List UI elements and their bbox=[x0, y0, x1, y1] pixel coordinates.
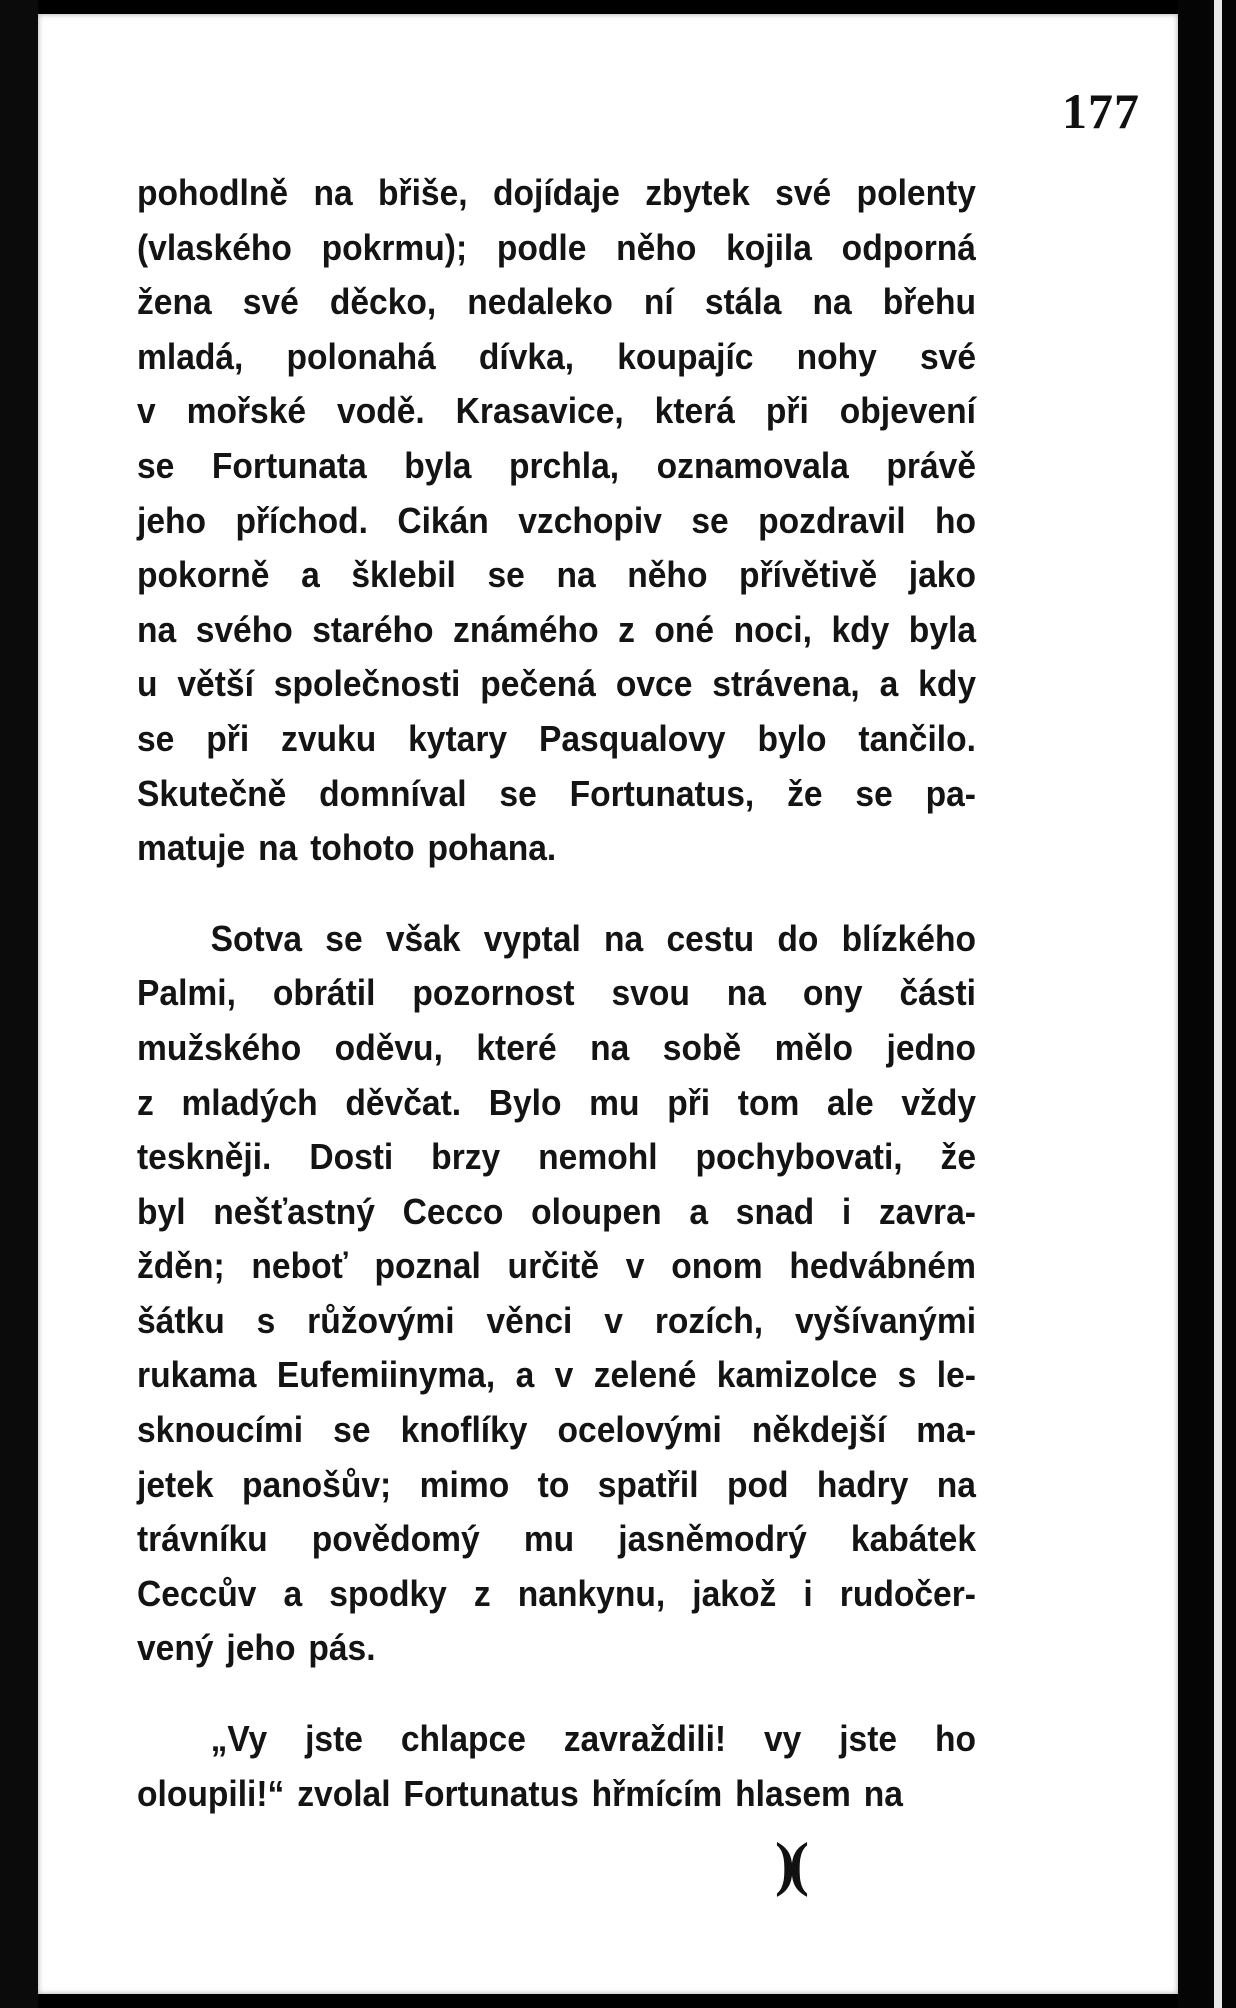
text-line: „Vy jste chlapce zavraždili! vy jste ho bbox=[210, 1718, 976, 1760]
text-line: žena své děcko, nedaleko ní stála na břehu bbox=[137, 281, 976, 323]
signature-mark: )( bbox=[775, 1831, 803, 1897]
scan-left-border bbox=[0, 0, 38, 2008]
text-line: jeho příchod. Cikán vzchopiv se pozdravil ho bbox=[137, 499, 976, 541]
text-line: pokorně a šklebil se na něho přívětivě jako bbox=[137, 554, 976, 596]
text-line: jetek panošův; mimo to spatřil pod hadry na bbox=[137, 1463, 976, 1505]
text-line: na svého starého známého z oné noci, kdy byla bbox=[137, 608, 977, 650]
body-text bbox=[137, 166, 976, 1821]
text-line: Palmi, obrátil pozornost svou na ony části bbox=[137, 972, 976, 1014]
text-line: teskněji. Dosti brzy nemohl pochybovati, že bbox=[137, 1136, 977, 1178]
text-line: u větší společnosti pečená ovce strávena, a kdy bbox=[137, 663, 977, 705]
text-line: byl nešťastný Cecco oloupen a snad i zavra- bbox=[137, 1190, 976, 1232]
paragraph-gap bbox=[137, 1676, 976, 1712]
text-line: mužského oděvu, které na sobě mělo jedno bbox=[137, 1026, 977, 1068]
text-line: Ceccův a spodky z nankynu, jakož i rudočer- bbox=[137, 1572, 976, 1614]
paragraph bbox=[137, 166, 976, 876]
paragraph bbox=[137, 912, 976, 1676]
text-line: trávníku povědomý mu jasněmodrý kabátek bbox=[137, 1518, 976, 1560]
paragraph bbox=[137, 1712, 976, 1821]
text-line: (vlaského pokrmu); podle něho kojila odporná bbox=[137, 226, 976, 268]
text-line: v mořské vodě. Krasavice, která při objevení bbox=[137, 390, 976, 432]
paragraph-gap bbox=[137, 876, 976, 912]
text-line: matuje na tohoto pohana. bbox=[137, 827, 557, 869]
text-line: oloupili!“ zvolal Fortunatus hřmícím hlasem na bbox=[137, 1772, 903, 1814]
scan-right-strip bbox=[1214, 0, 1222, 2008]
text-line: šátku s růžovými věnci v rozích, vyšívanými bbox=[137, 1299, 977, 1341]
scan-right-border bbox=[1178, 0, 1236, 2008]
text-line: Skutečně domníval se Fortunatus, že se pa- bbox=[137, 772, 976, 814]
text-line: z mladých děvčat. Bylo mu při tom ale vždy bbox=[137, 1081, 977, 1123]
text-line: sknoucími se knoflíky ocelovými někdejší ma- bbox=[137, 1409, 977, 1451]
text-line: mladá, polonahá dívka, koupajíc nohy své bbox=[137, 335, 977, 377]
text-line: vený jeho pás. bbox=[137, 1627, 376, 1669]
text-line: pohodlně na břiše, dojídaje zbytek své polenty bbox=[137, 172, 976, 213]
text-line: žděn; neboť poznal určitě v onom hedvábném bbox=[137, 1245, 976, 1287]
page-number: 177 bbox=[1062, 83, 1140, 139]
text-line: rukama Eufemiinyma, a v zelené kamizolce s le- bbox=[137, 1354, 976, 1396]
text-line: Sotva se však vyptal na cestu do blízkého bbox=[210, 917, 976, 959]
text-line: se při zvuku kytary Pasqualovy bylo tančilo. bbox=[137, 717, 976, 759]
text-line: se Fortunata byla prchla, oznamovala právě bbox=[137, 444, 977, 486]
